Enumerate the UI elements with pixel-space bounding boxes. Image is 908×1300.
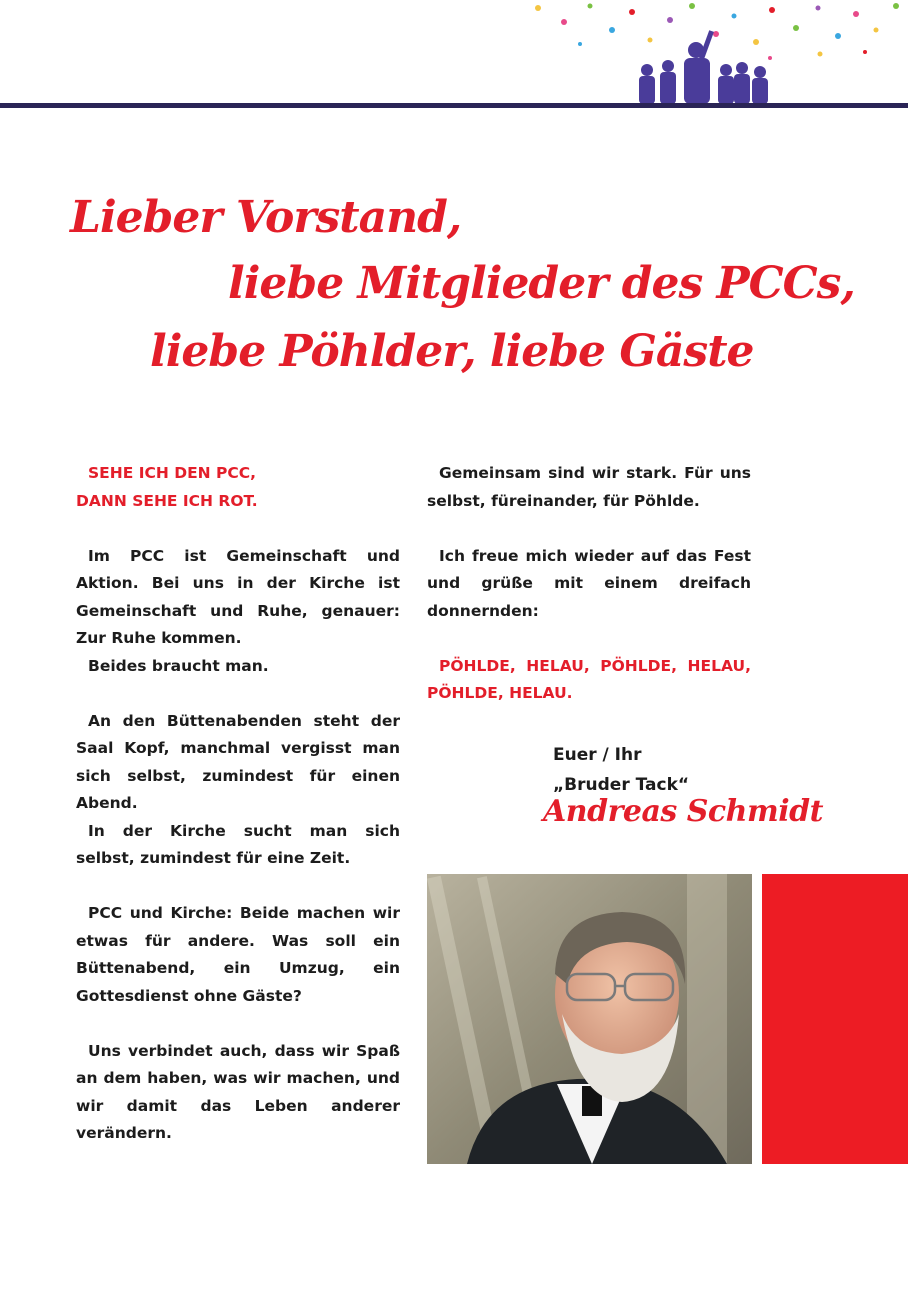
left-heading-line-1: SEHE ICH DEN PCC, [88, 464, 257, 482]
left-paragraph-1 [76, 543, 400, 681]
left-paragraph-4 [76, 1038, 400, 1148]
left-paragraph-3-text: PCC und Kirche: Beide machen wir etwas für andere. Was soll ein Büttenabend, ein Umzug, ein Gottesdienst ohne Gäste? [76, 904, 400, 1005]
greeting-line-3: liebe Pöhlder, liebe Gäste [150, 326, 754, 377]
greeting-line-1: Lieber Vorstand, [70, 192, 462, 243]
right-paragraph-2 [427, 543, 751, 626]
carnival-confetti-illustration [520, 0, 908, 106]
signoff-line-1: Euer / Ihr [553, 745, 642, 765]
left-paragraph-1-text: Im PCC ist Gemeinschaft und Aktion. Bei uns in der Kirche ist Gemeinschaft und Ruhe, genauer: Zur Ruhe kommen. [76, 546, 400, 647]
right-paragraph-1 [427, 460, 751, 515]
left-paragraph-1b-text: Beides braucht man. [88, 656, 269, 675]
left-heading-line-2: DANN SEHE ICH ROT. [76, 491, 258, 510]
left-text-column [76, 460, 400, 1175]
handwritten-signature: Andreas Schmidt [543, 794, 823, 829]
greeting-heading [0, 180, 908, 420]
header-rule [0, 103, 908, 108]
right-paragraph-1-text: Gemeinsam sind wir stark. Für uns selbst, füreinander, für Pöhlde. [427, 464, 751, 510]
cheer-text [427, 653, 751, 708]
portrait-photo [427, 874, 752, 1164]
left-paragraph-2b-text: In der Kirche sucht man sich selbst, zumindest für eine Zeit. [76, 821, 400, 867]
left-paragraph-4-text: Uns verbindet auch, dass wir Spaß an dem haben, was wir machen, und wir damit das Leben anderer verändern. [76, 1041, 400, 1142]
right-text-column [427, 460, 751, 735]
left-heading [76, 460, 400, 515]
left-paragraph-2-text: An den Büttenabenden steht der Saal Kopf, manchmal vergisst man sich selbst, zumindest für einen Abend. [76, 711, 400, 812]
cheer-text-content: PÖHLDE, HELAU, PÖHLDE, HELAU, PÖHLDE, HELAU. [427, 656, 751, 702]
right-paragraph-2-text: Ich freue mich wieder auf das Fest und grüße mit einem dreifach donnernden: [427, 546, 751, 620]
red-accent-block [762, 874, 908, 1164]
confetti-dots [535, 3, 899, 60]
signoff-line-2: „Bruder Tack“ [553, 775, 690, 795]
carnival-crowd-silhouette [639, 30, 768, 104]
signoff-block [553, 740, 689, 800]
left-paragraph-3 [76, 900, 400, 1010]
greeting-line-2: liebe Mitglieder des PCCs, [228, 258, 855, 309]
left-paragraph-2 [76, 708, 400, 873]
